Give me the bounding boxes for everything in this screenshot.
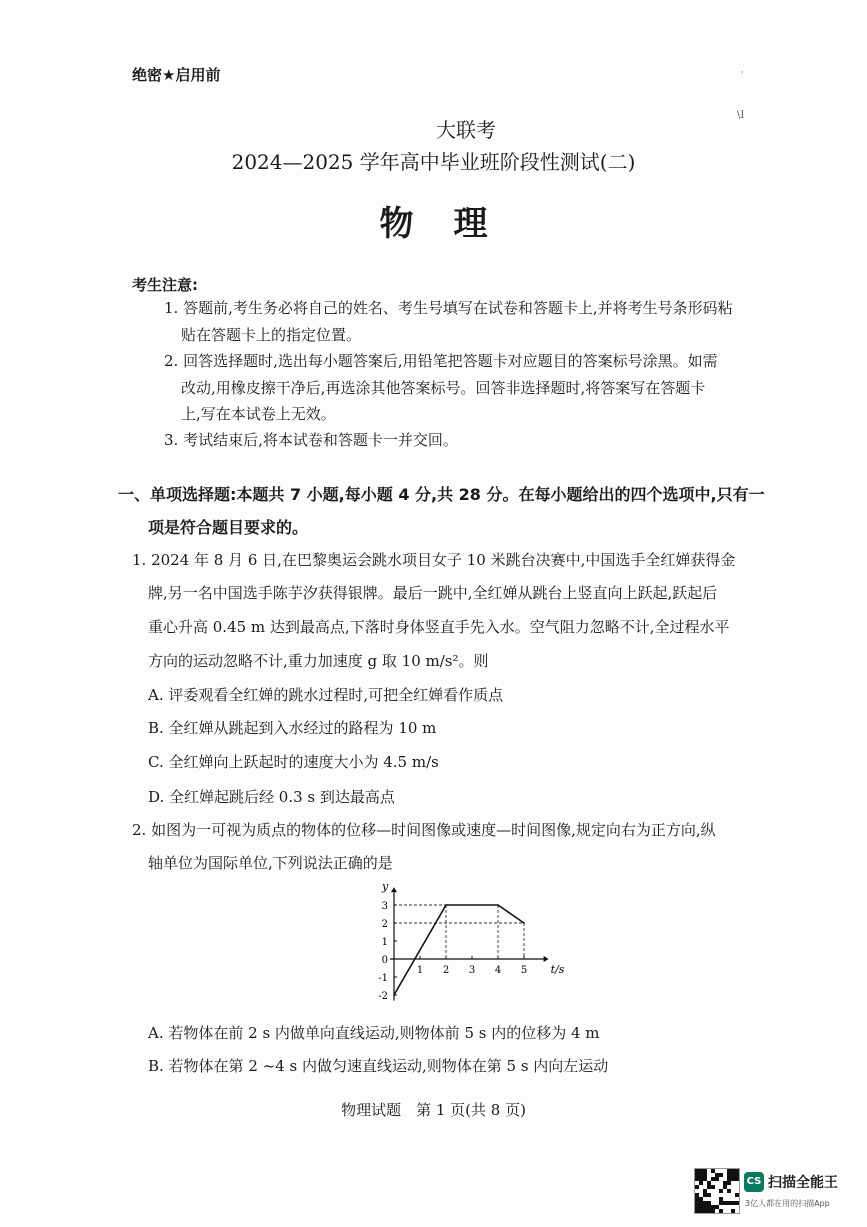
question-1-option-d: D. 全红婵起跳后经 0.3 s 到达最高点 bbox=[148, 788, 395, 806]
question-1-option-b: B. 全红婵从跳起到入水经过的路程为 10 m bbox=[148, 719, 437, 737]
question-1-option-c: C. 全红婵向上跃起时的速度大小为 4.5 m/s bbox=[148, 753, 439, 771]
section-heading: 项是符合题目要求的。 bbox=[148, 518, 309, 537]
notice-line: 2. 回答选择题时,选出每小题答案后,用铅笔把答题卡对应题目的答案标号涂黑。如需 bbox=[164, 352, 718, 370]
question-1-text: 牌,另一名中国选手陈芋汐获得银牌。最后一跳中,全红婵从跳台上竖直向上跃起,跃起后 bbox=[148, 584, 718, 602]
series-line bbox=[394, 905, 524, 995]
page-footer: 物理试题 第 1 页(共 8 页) bbox=[341, 1101, 526, 1119]
y-tick-label: -2 bbox=[378, 991, 388, 1002]
x-tick-label: 1 bbox=[416, 965, 424, 976]
y-axis-label: y bbox=[382, 880, 389, 894]
x-tick-label: 3 bbox=[468, 965, 476, 976]
y-axis-arrow bbox=[391, 887, 397, 892]
subject-title: 物理 bbox=[379, 204, 528, 244]
question-1-text: 重心升高 0.45 m 达到最高点,下落时身体竖直手先入水。空气阻力忽略不计,全过程水平 bbox=[148, 618, 730, 636]
qr-code-icon bbox=[694, 1168, 740, 1214]
data-point bbox=[393, 994, 395, 996]
y-tick-label: 1 bbox=[381, 937, 388, 948]
notice-line: 1. 答题前,考生务必将自己的姓名、考生号填写在试卷和答题卡上,并将考生号条形码粘 bbox=[164, 299, 733, 317]
question-1-option-a: A. 评委观看全红婵的跳水过程时,可把全红婵看作质点 bbox=[148, 686, 504, 704]
corner-mark: \I bbox=[737, 110, 745, 121]
section-heading: 一、单项选择题:本题共 7 小题,每小题 4 分,共 28 分。在每小题给出的四个选项中,只有一 bbox=[118, 485, 765, 504]
notice-line: 3. 考试结束后,将本试卷和答题卡一并交回。 bbox=[164, 431, 458, 449]
y-tick-label: 2 bbox=[381, 919, 388, 930]
x-tick-label: 5 bbox=[520, 965, 528, 976]
camscanner-logo: CS bbox=[744, 1172, 764, 1192]
scanner-tagline: 3亿人都在用的扫描App bbox=[745, 1199, 830, 1208]
notice-line: 上,写在本试卷上无效。 bbox=[181, 405, 336, 423]
question-1-text: 1. 2024 年 8 月 6 日,在巴黎奥运会跳水项目女子 10 米跳台决赛中,中国选手全红婵获得金 bbox=[132, 551, 736, 569]
question-2-option-a: A. 若物体在前 2 s 内做单向直线运动,则物体前 5 s 内的位移为 4 m bbox=[148, 1024, 600, 1042]
scanner-app-name: 扫描全能王 bbox=[768, 1175, 838, 1191]
question-1-text: 方向的运动忽略不计,重力加速度 g 取 10 m/s²。则 bbox=[148, 652, 489, 670]
data-point bbox=[445, 904, 447, 906]
y-tick-label: 3 bbox=[381, 901, 388, 912]
x-tick-label: 4 bbox=[494, 965, 502, 976]
notice-title: 考生注意: bbox=[132, 276, 198, 294]
y-tick-label: 0 bbox=[381, 955, 388, 966]
x-axis-arrow bbox=[544, 956, 549, 962]
question-2-text: 轴单位为国际单位,下列说法正确的是 bbox=[148, 854, 393, 872]
y-tick-label: -1 bbox=[378, 973, 388, 984]
exam-brand: 大联考 bbox=[436, 118, 496, 142]
corner-mark: ' bbox=[741, 70, 744, 79]
motion-graph bbox=[364, 880, 564, 1010]
question-2-option-b: B. 若物体在第 2 ~4 s 内做匀速直线运动,则物体在第 5 s 内向左运动 bbox=[148, 1057, 609, 1075]
data-point bbox=[497, 904, 499, 906]
notice-line: 改动,用橡皮擦干净后,再选涂其他答案标号。回答非选择题时,将答案写在答题卡 bbox=[181, 379, 706, 397]
x-tick-label: 2 bbox=[442, 965, 450, 976]
confidential-label: 绝密★启用前 bbox=[132, 66, 221, 84]
question-2-text: 2. 如图为一可视为质点的物体的位移—时间图像或速度—时间图像,规定向右为正方向,纵 bbox=[132, 821, 716, 839]
x-axis-label: t/s bbox=[550, 963, 564, 976]
notice-line: 贴在答题卡上的指定位置。 bbox=[181, 326, 362, 344]
data-point bbox=[523, 922, 525, 924]
exam-subtitle: 2024—2025 学年高中毕业班阶段性测试(二) bbox=[231, 150, 636, 174]
